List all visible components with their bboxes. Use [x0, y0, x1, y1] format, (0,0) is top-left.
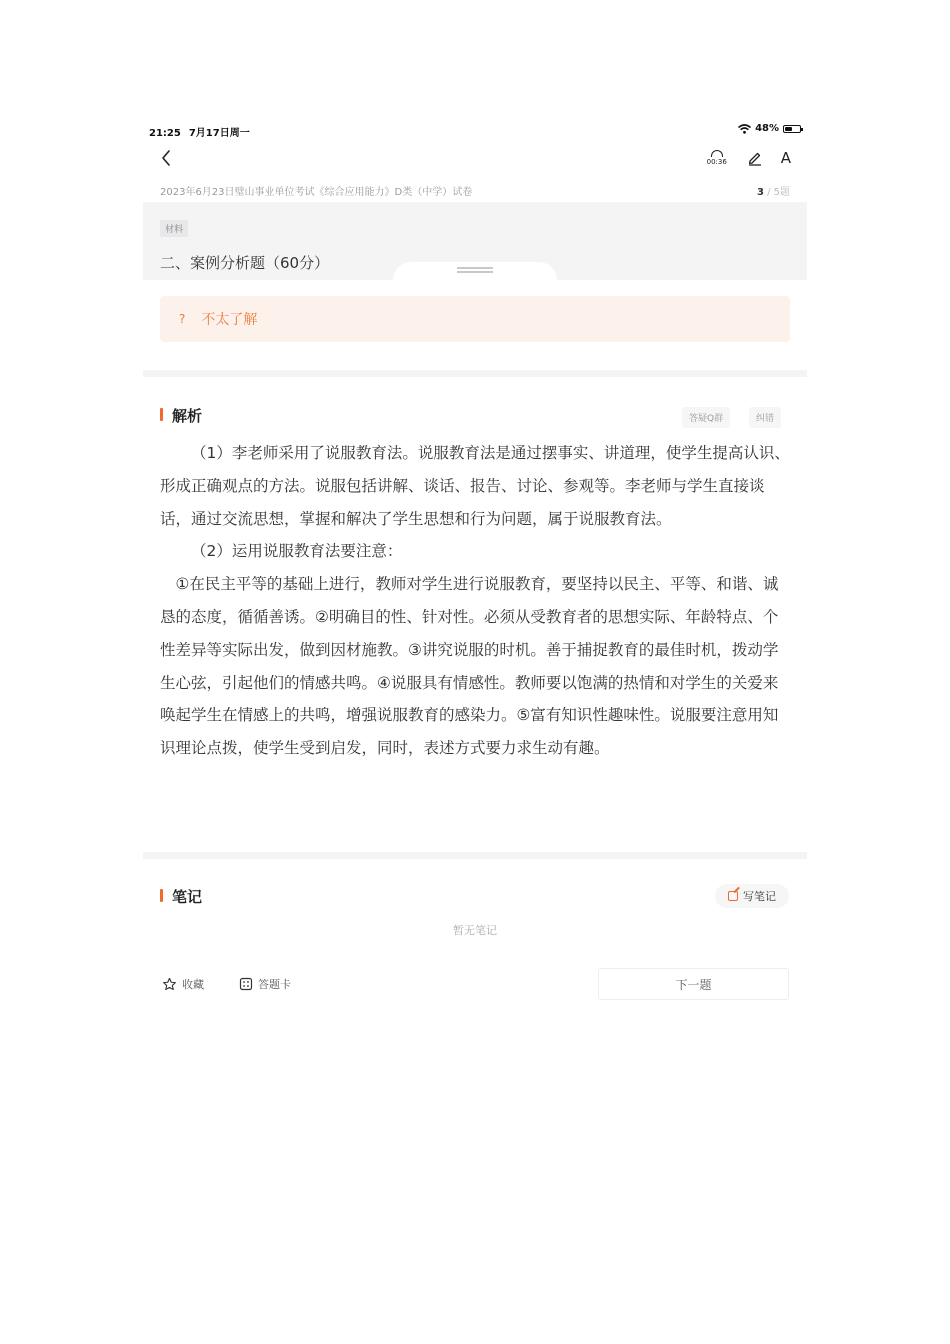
write-note-label: 写笔记 — [743, 890, 776, 903]
current-question: 3 — [756, 187, 764, 198]
stopwatch-icon — [711, 150, 723, 157]
material-heading: 二、案例分析题（60分） — [160, 254, 330, 272]
analysis-paragraph: （2）运用说服教育法要注意： — [191, 542, 403, 561]
status-bar-right — [738, 123, 801, 134]
answer-card-label: 答题卡 — [258, 978, 291, 991]
answer-status-text: 不太了解 — [201, 312, 258, 328]
timer-value: 00:36 — [706, 158, 727, 166]
question-progress — [757, 183, 790, 198]
total-questions: / 5题 — [763, 187, 790, 198]
section-divider — [143, 852, 807, 859]
exam-title: 2023年6月23日璧山事业单位考试《综合应用能力》D类（中学）试卷 — [160, 187, 473, 198]
battery-icon — [783, 125, 801, 133]
favorite-label: 收藏 — [182, 978, 204, 991]
nav-actions — [705, 149, 791, 167]
analysis-title: 解析 — [160, 405, 202, 426]
analysis-paragraph: ①在民主平等的基础上进行，教师对学生进行说服教育，要坚持以民主、平等、和谐、诚恳的态度，循循善诱。②明确目的性、针对性。必须从受教育者的思想实际、年龄特点、个性差异等实际出发，做到因材施教。③讲究说服的时机。善于捕捉教育的最佳时机，拨动学生心弦，引起他们的情感共鸣。④说服具有情感性。教师要以饱满的热情和对学生的关爱来唤起学生在情感上的共鸣，增强说服教育的感染力。⑤富有知识性趣味性。说服要注意用知识理论点拨，使学生受到启发，同时，表述方式要力求生动有趣。 — [160, 575, 779, 758]
analysis-paragraph: （1）李老师采用了说服教育法。说服教育法是通过摆事实、讲道理，使学生提高认识、形成正确观点的方法。说服包括讲解、谈话、报告、讨论、参观等。李老师与学生直接谈话，通过交流思想，掌握和解决了学生思想和行为问题，属于说服教育法。 — [160, 444, 790, 528]
report-error-button[interactable]: 纠错 — [749, 407, 781, 428]
font-size-button[interactable]: A — [780, 149, 791, 167]
status-time: 21:25 — [149, 128, 181, 139]
wifi-icon — [738, 124, 751, 134]
drag-handle[interactable] — [457, 267, 493, 273]
next-question-button[interactable]: 下一题 — [598, 968, 789, 1000]
answer-card-button[interactable] — [239, 976, 291, 992]
timer-button[interactable] — [705, 150, 729, 166]
back-arrow-icon[interactable] — [157, 148, 177, 168]
pen-icon[interactable] — [747, 150, 763, 166]
material-tag: 材料 — [160, 220, 188, 237]
favorite-button[interactable] — [162, 976, 204, 992]
star-icon — [162, 977, 177, 992]
answer-card-icon — [239, 977, 253, 991]
status-bar-left — [149, 124, 250, 139]
answer-status-box — [160, 296, 790, 342]
qq-group-button[interactable]: 答疑Q群 — [682, 407, 730, 428]
status-date: 7月17日周一 — [188, 128, 250, 139]
app-screen — [143, 112, 807, 1012]
question-mark-icon: ? — [179, 312, 186, 326]
analysis-body — [160, 437, 790, 765]
notes-title: 笔记 — [160, 886, 202, 907]
edit-icon — [728, 891, 738, 901]
write-note-button[interactable] — [715, 884, 789, 908]
empty-notes-text: 暂无笔记 — [453, 924, 497, 937]
section-divider — [143, 370, 807, 377]
battery-percent: 48% — [755, 123, 779, 134]
